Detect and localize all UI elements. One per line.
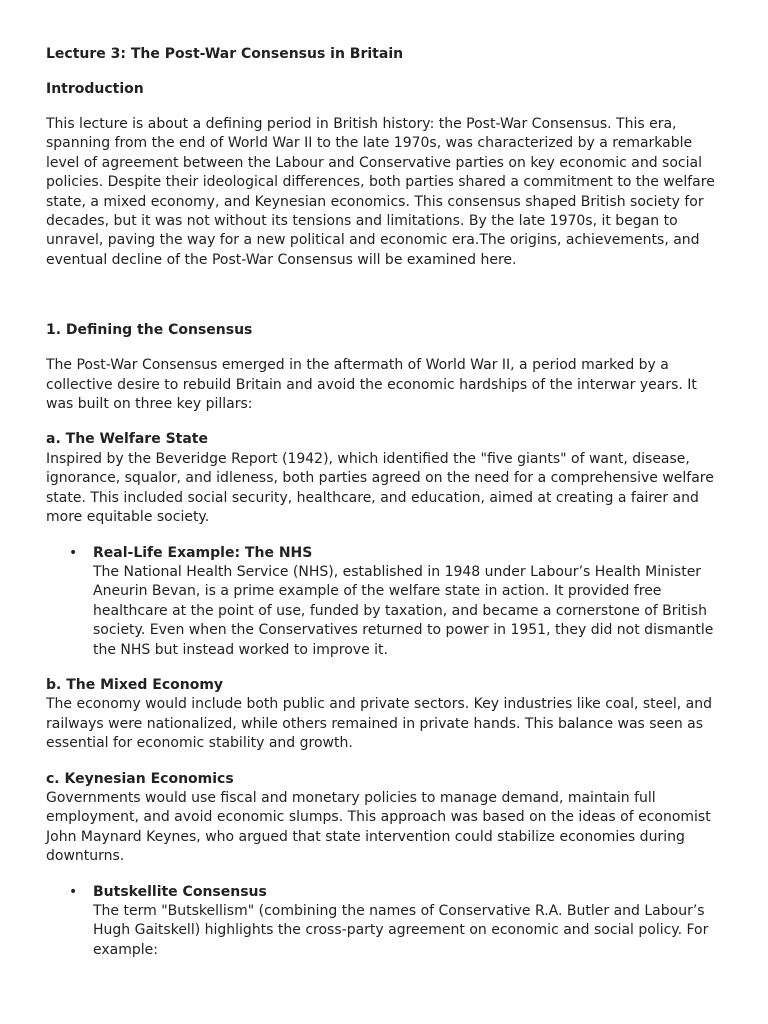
welfare-state-block	[46, 430, 720, 527]
keynesian-heading: c. Keynesian Economics	[46, 770, 234, 787]
bullet-icon: •	[69, 883, 78, 900]
mixed-economy-block	[46, 676, 720, 754]
butskellite-title: Butskellite Consensus	[93, 883, 267, 900]
keynesian-block	[46, 770, 720, 867]
section1-intro-paragraph: The Post-War Consensus emerged in the aftermath of World War II, a period marked by a collective desire to rebuild Britain and avoid the economic hardships of the interwar years. It was built on three key pillars:	[46, 357, 697, 413]
welfare-state-paragraph: Inspired by the Beveridge Report (1942), which identified the "five giants" of want, disease, ignorance, squalor, and idleness, both parties agreed on the need for a comprehensive welfare state. This included social security, healthcare, and education, aimed at creating a fairer and more equitable society.	[46, 450, 714, 526]
welfare-example-list	[46, 544, 720, 660]
intro-heading: Introduction	[46, 81, 144, 97]
mixed-economy-heading: b. The Mixed Economy	[46, 676, 224, 693]
section-spacer	[46, 286, 720, 320]
list-item	[69, 883, 720, 961]
list-item	[69, 544, 720, 660]
section1-heading: 1. Defining the Consensus	[46, 322, 253, 339]
document-title: Lecture 3: The Post-War Consensus in Britain	[46, 46, 404, 62]
nhs-example-title: Real-Life Example: The NHS	[93, 544, 313, 561]
butskellite-text: The term "Butskellism" (combining the names of Conservative R.A. Butler and Labour’s Hugh Gaitskell) highlights the cross-party agreement on economic and social policy. For example:	[93, 903, 709, 958]
intro-paragraph: This lecture is about a defining period in British history: the Post-War Consensus. This era, spanning from the end of World War II to the late 1970s, was characterized by a remarkable level of agreement between the Labour and Conservative parties on key economic and social policies. Despite their ideological differences, both parties shared a commitment to the welfare state, a mixed economy, and Keynesian economics. This consensus shaped British society for decades, but it was not without its tensions and limitations. By the late 1970s, it began to unravel, paving the way for a new political and economic era.The origins, achievements, and eventual decline of the Post-War Consensus will be examined here.	[46, 116, 715, 268]
keynesian-paragraph: Governments would use fiscal and monetary policies to manage demand, maintain full employment, and avoid economic slumps. This approach was based on the ideas of economist John Maynard Keynes, who argued that state intervention could stabilize economies during downturns.	[46, 789, 711, 865]
keynesian-example-list	[46, 883, 720, 961]
bullet-icon: •	[69, 544, 78, 561]
mixed-economy-paragraph: The economy would include both public and private sectors. Key industries like coal, steel, and railways were nationalized, while others remained in private hands. This balance was seen as essential for economic stability and growth.	[46, 696, 713, 752]
welfare-state-heading: a. The Welfare State	[46, 431, 208, 448]
nhs-example-text: The National Health Service (NHS), established in 1948 under Labour’s Health Minister Aneurin Bevan, is a prime example of the welfare state in action. It provided free healthcare at the point of use, funded by taxation, and became a cornerstone of British society. Even when the Conservatives returned to power in 1951, they did not dismantle the NHS but instead worked to improve it.	[93, 563, 714, 658]
